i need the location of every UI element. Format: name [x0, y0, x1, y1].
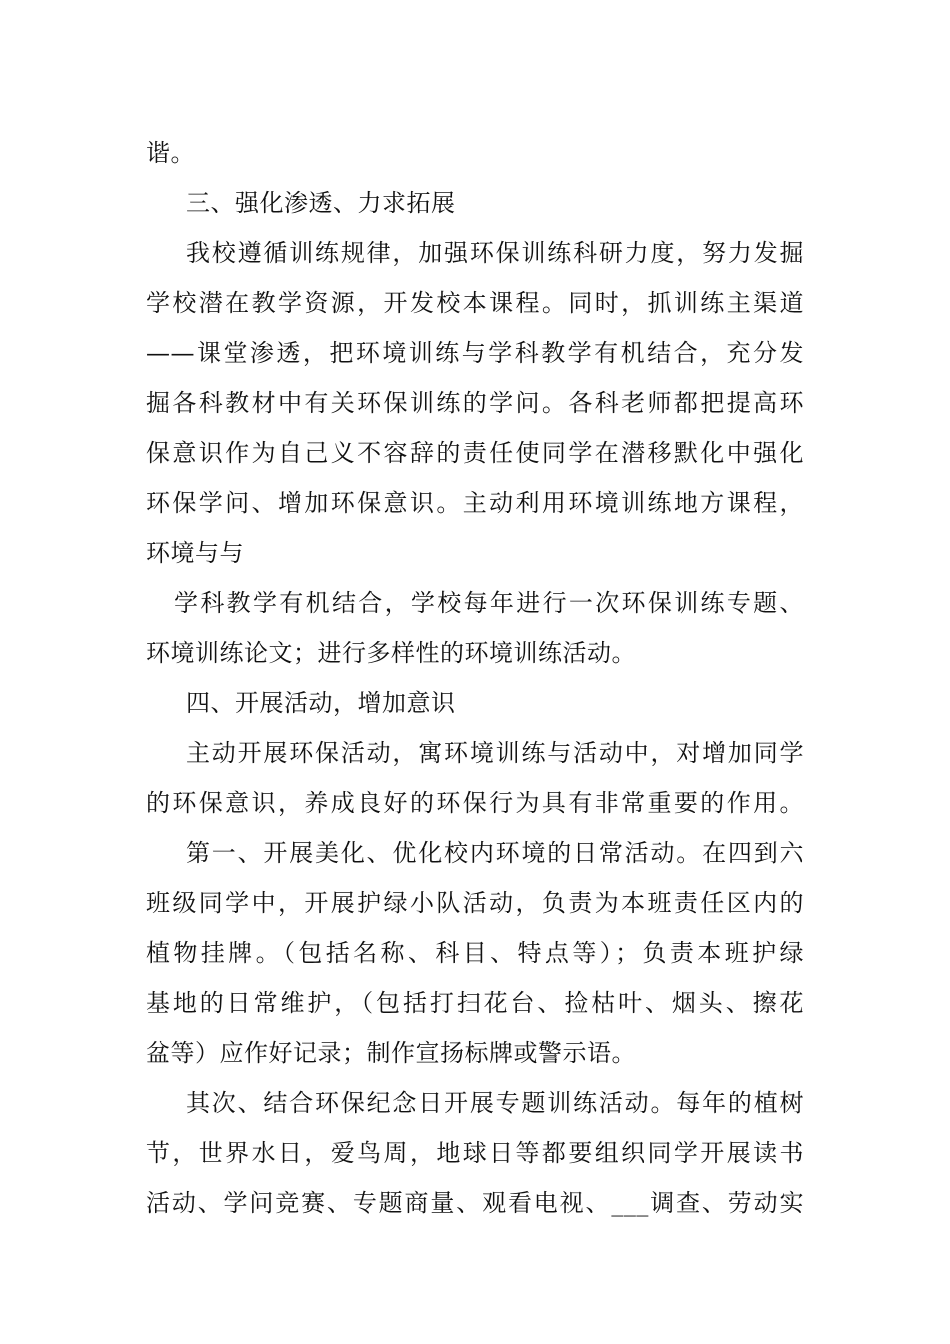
- text-line: 掘各科教材中有关环保训练的学问。各科老师都把提高环: [146, 389, 804, 417]
- text-line: 其次、结合环保纪念日开展专题训练活动。每年的植树: [186, 1089, 804, 1117]
- text-line: 谐。: [146, 139, 195, 167]
- text-line: 第一、开展美化、优化校内环境的日常活动。在四到六: [186, 839, 804, 867]
- text-line: 植物挂牌。（包括名称、科目、特点等）；负责本班护绿: [146, 939, 804, 967]
- text-line: 的环保意识，养成良好的环保行为具有非常重要的作用。: [146, 789, 804, 817]
- text-line: 基地的日常维护，（包括打扫花台、捡枯叶、烟头、擦花: [146, 989, 804, 1017]
- text-line: 学校潜在教学资源，开发校本课程。同时，抓训练主渠道: [146, 289, 804, 317]
- text-line: 活动、学问竞赛、专题商量、观看电视、___调查、劳动实: [146, 1189, 804, 1217]
- text-line: 主动开展环保活动，寓环境训练与活动中，对增加同学: [186, 739, 804, 767]
- text-line: 我校遵循训练规律，加强环保训练科研力度，努力发掘: [186, 239, 804, 267]
- section-heading: 四、开展活动，增加意识: [186, 689, 456, 717]
- section-heading: 三、强化渗透、力求拓展: [186, 189, 456, 217]
- text-line: 环保学问、增加环保意识。主动利用环境训练地方课程，: [146, 489, 804, 517]
- text-line: ——课堂渗透，把环境训练与学科教学有机结合，充分发: [146, 339, 804, 367]
- text-line: 班级同学中，开展护绿小队活动，负责为本班责任区内的: [146, 889, 804, 917]
- text-line: 节，世界水日，爱鸟周，地球日等都要组织同学开展读书: [146, 1139, 804, 1167]
- text-line: 学科教学有机结合，学校每年进行一次环保训练专题、: [174, 589, 804, 617]
- text-line: 环境与与: [146, 539, 244, 567]
- text-line: 盆等）应作好记录；制作宣扬标牌或警示语。: [146, 1039, 636, 1067]
- text-line: 环境训练论文；进行多样性的环境训练活动。: [146, 639, 636, 667]
- text-line: 保意识作为自己义不容辞的责任使同学在潜移默化中强化: [146, 439, 804, 467]
